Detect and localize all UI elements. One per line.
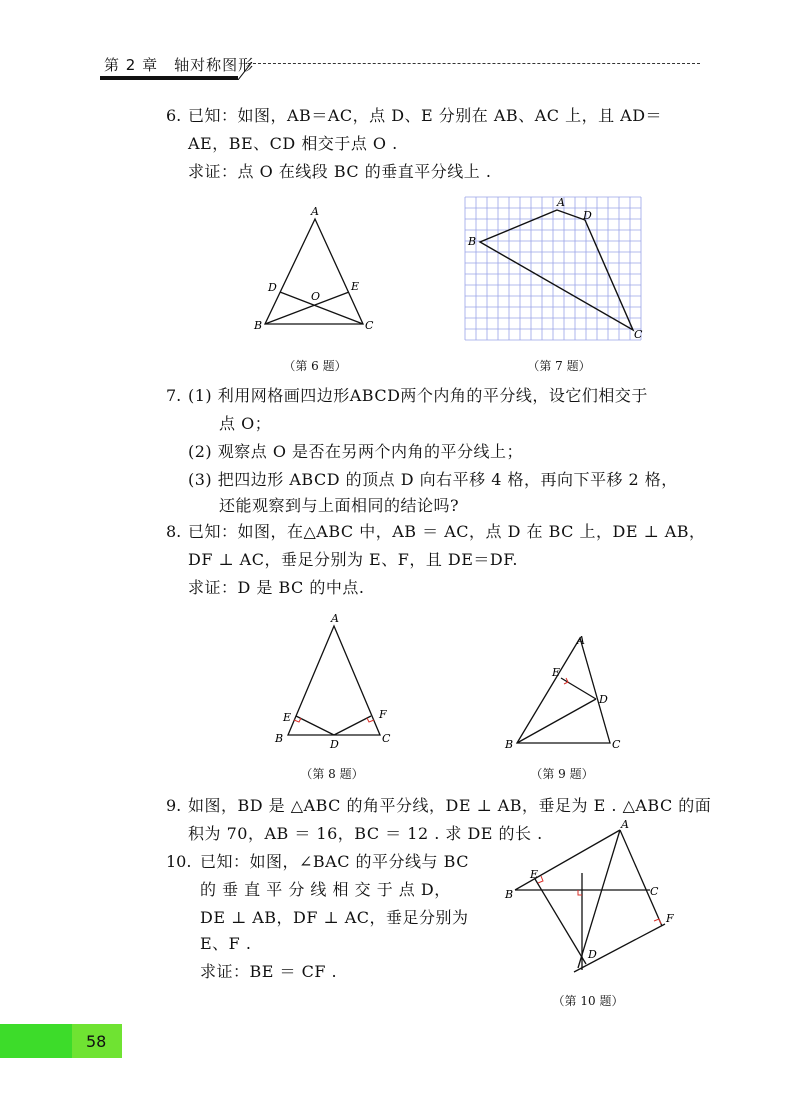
figure-6 <box>250 200 380 335</box>
problem-8-line-2: DF ⊥ AC，垂足分别为 E、F，且 DE＝DF. <box>188 550 518 569</box>
problem-7-line-4: (3) 把四边形 ABCD 的顶点 D 向右平移 4 格，再向下平移 2 格， <box>188 470 678 489</box>
fig8-label-d: D <box>330 738 339 751</box>
fig6-label-c: C <box>365 319 374 332</box>
fig6-label-d: D <box>268 281 277 294</box>
problem-6-line-3: 求证：点 O 在线段 BC 的垂直平分线上 . <box>188 162 492 181</box>
fig6-label-b: B <box>254 319 263 332</box>
fig10-label-a: A <box>621 818 629 831</box>
fig7-label-b: B <box>468 235 477 248</box>
fig9-label-a: A <box>577 634 585 647</box>
problem-6-line-1: 已知：如图，AB＝AC，点 D、E 分别在 AB、AC 上，且 AD＝ <box>188 106 663 125</box>
figure-8-caption: （第 8 题） <box>300 767 364 781</box>
header-bar <box>100 76 238 80</box>
problem-6-line-2: AE，BE、CD 相交于点 O . <box>188 134 398 153</box>
page-number-tab-accent <box>0 1024 72 1058</box>
fig6-label-e: E <box>351 280 360 293</box>
fig9-label-e: E <box>552 666 561 679</box>
fig8-label-b: B <box>275 732 284 745</box>
fig9-label-b: B <box>505 738 514 751</box>
problem-7-line-5: 还能观察到与上面相同的结论吗? <box>219 496 460 515</box>
problem-10-line-1: 已知：如图，∠BAC 的平分线与 BC <box>200 852 469 871</box>
problem-10-line-2: 的 垂 直 平 分 线 相 交 于 点 D， <box>200 880 451 899</box>
figure-9-caption: （第 9 题） <box>530 767 594 781</box>
figure-6-caption: （第 6 题） <box>283 359 347 373</box>
fig7-label-c: C <box>634 328 643 341</box>
header-dashed-rule <box>248 63 700 64</box>
problem-10-number: 10. <box>166 852 192 871</box>
fig9-label-d: D <box>599 693 608 706</box>
problem-9-line-1: 如图，BD 是 △ABC 的角平分线，DE ⊥ AB，垂足为 E . △ABC 的面 <box>188 796 712 815</box>
figure-7-caption: （第 7 题） <box>527 359 591 373</box>
problem-8-line-1: 已知：如图，在△ABC 中，AB ＝ AC，点 D 在 BC 上，DE ⊥ AB， <box>188 522 706 541</box>
figure-7 <box>460 192 650 347</box>
chapter-header: 第 2 章 轴对称图形 <box>104 56 255 74</box>
fig8-label-f: F <box>379 708 387 721</box>
problem-10-line-5: 求证：BE ＝ CF . <box>200 962 338 981</box>
fig10-label-d: D <box>588 948 597 961</box>
problem-7-line-1: (1) 利用网格画四边形ABCD两个内角的平分线，设它们相交于 <box>188 386 648 405</box>
problem-9-number: 9. <box>166 796 182 815</box>
fig10-label-b: B <box>505 888 514 901</box>
figure-9 <box>500 628 630 753</box>
problem-7-line-2: 点 O； <box>219 414 272 433</box>
fig8-label-a: A <box>331 612 339 625</box>
fig6-label-a: A <box>311 205 319 218</box>
fig10-label-c: C <box>650 885 659 898</box>
figure-8 <box>270 608 400 753</box>
fig8-label-c: C <box>382 732 391 745</box>
problem-9-line-2: 积为 70，AB ＝ 16，BC ＝ 12 . 求 DE 的长 . <box>188 824 543 843</box>
problem-8-number: 8. <box>166 522 182 541</box>
problem-10-line-4: E、F . <box>200 934 252 953</box>
fig8-label-e: E <box>283 711 292 724</box>
problem-6-number: 6. <box>166 106 182 125</box>
page-number: 58 <box>86 1032 107 1051</box>
problem-7-line-3: (2) 观察点 O 是否在另两个内角的平分线上； <box>188 442 524 461</box>
fig6-label-o: O <box>311 290 321 303</box>
fig9-label-c: C <box>612 738 621 751</box>
problem-7-number: 7. <box>166 386 182 405</box>
figure-10-caption: （第 10 题） <box>552 994 624 1008</box>
fig10-label-f: F <box>666 912 674 925</box>
header-slash <box>238 62 252 80</box>
figure-10 <box>500 818 690 983</box>
fig10-label-e: E <box>530 868 539 881</box>
problem-8-line-3: 求证：D 是 BC 的中点. <box>188 578 365 597</box>
fig7-label-d: D <box>583 209 592 222</box>
problem-10-line-3: DE ⊥ AB，DF ⊥ AC，垂足分别为 <box>200 908 469 927</box>
fig7-label-a: A <box>557 196 565 209</box>
